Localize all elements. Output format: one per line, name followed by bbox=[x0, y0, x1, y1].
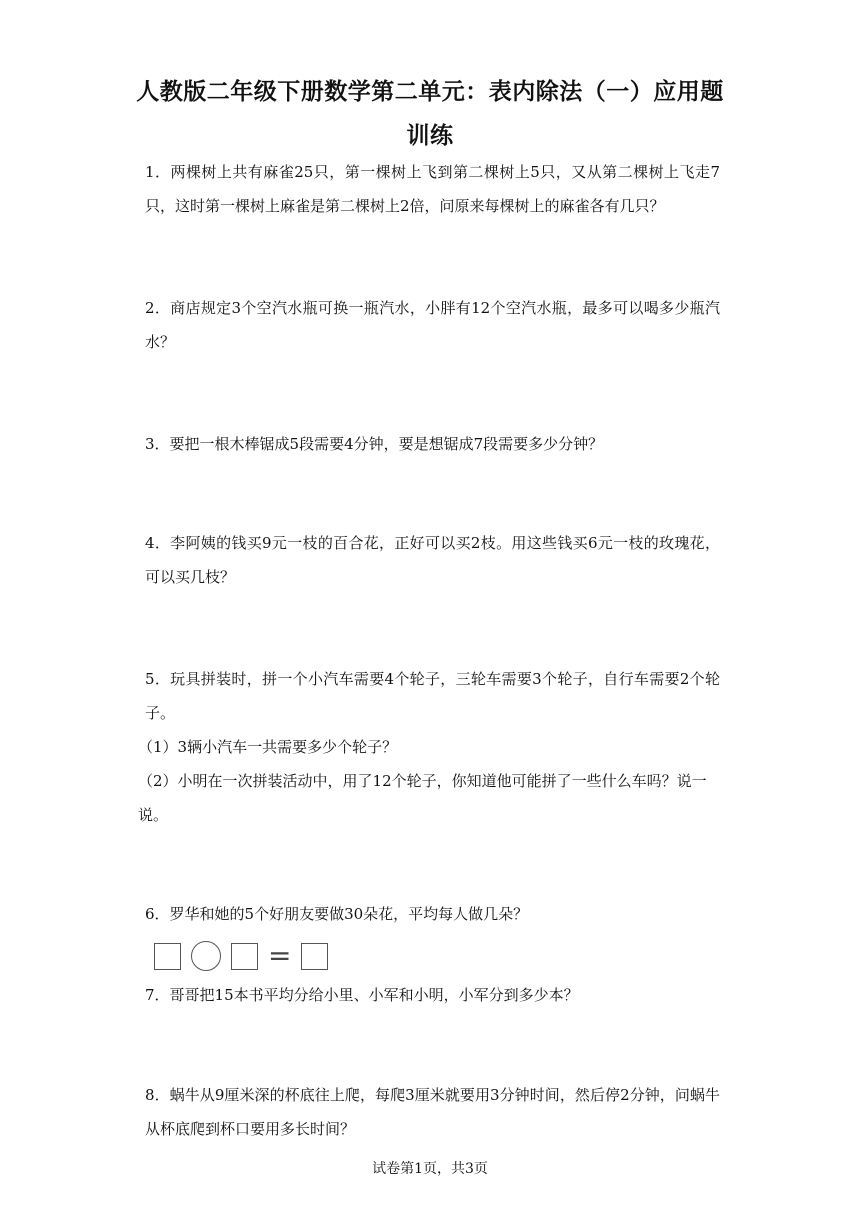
question-5: 5．玩具拼装时，拼一个小汽车需要4个轮子，三轮车需要3个轮子，自行车需要2个轮子。 bbox=[145, 670, 720, 722]
answer-box-1[interactable] bbox=[154, 943, 181, 970]
answer-box-result[interactable] bbox=[301, 943, 328, 970]
question-4: 4．李阿姨的钱买9元一枝的百合花，正好可以买2枝。用这些钱买6元一枝的玫瑰花，可以买几枝？ bbox=[145, 534, 720, 586]
question-2: 2．商店规定3个空汽水瓶可换一瓶汽水，小胖有12个空汽水瓶，最多可以喝多少瓶汽水？ bbox=[145, 299, 720, 351]
answer-box-2[interactable] bbox=[231, 943, 258, 970]
question-5-part-2: （2）小明在一次拼装活动中，用了12个轮子，你知道他可能拼了一些什么车吗？说一说。 bbox=[138, 772, 707, 824]
question-7: 7．哥哥把15本书平均分给小里、小军和小明，小军分到多少本？ bbox=[145, 986, 579, 1004]
operator-circle[interactable] bbox=[191, 941, 221, 971]
page-footer: 试卷第1页，共3页 bbox=[372, 1161, 488, 1177]
equals-sign: = bbox=[268, 939, 292, 972]
question-6: 6．罗华和她的5个好朋友要做30朵花，平均每人做几朵？ bbox=[145, 905, 529, 923]
question-1: 1．两棵树上共有麻雀25只，第一棵树上飞到第二棵树上5只，又从第二棵树上飞走7只，这时第一棵树上麻雀是第二棵树上2倍，问原来每棵树上的麻雀各有几只？ bbox=[145, 163, 720, 215]
question-8: 8．蜗牛从9厘米深的杯底往上爬，每爬3厘米就要用3分钟时间，然后停2分钟，问蜗牛从杯底爬到杯口要用多长时间？ bbox=[145, 1086, 720, 1138]
question-3: 3．要把一根木棒锯成5段需要4分钟，要是想锯成7段需要多少分钟？ bbox=[145, 435, 604, 453]
answer-formula bbox=[154, 940, 328, 972]
page-title: 人教版二年级下册数学第二单元：表内除法（一）应用题训练 bbox=[136, 79, 724, 149]
question-5-part-1: （1）3辆小汽车一共需要多少个轮子？ bbox=[138, 738, 398, 756]
